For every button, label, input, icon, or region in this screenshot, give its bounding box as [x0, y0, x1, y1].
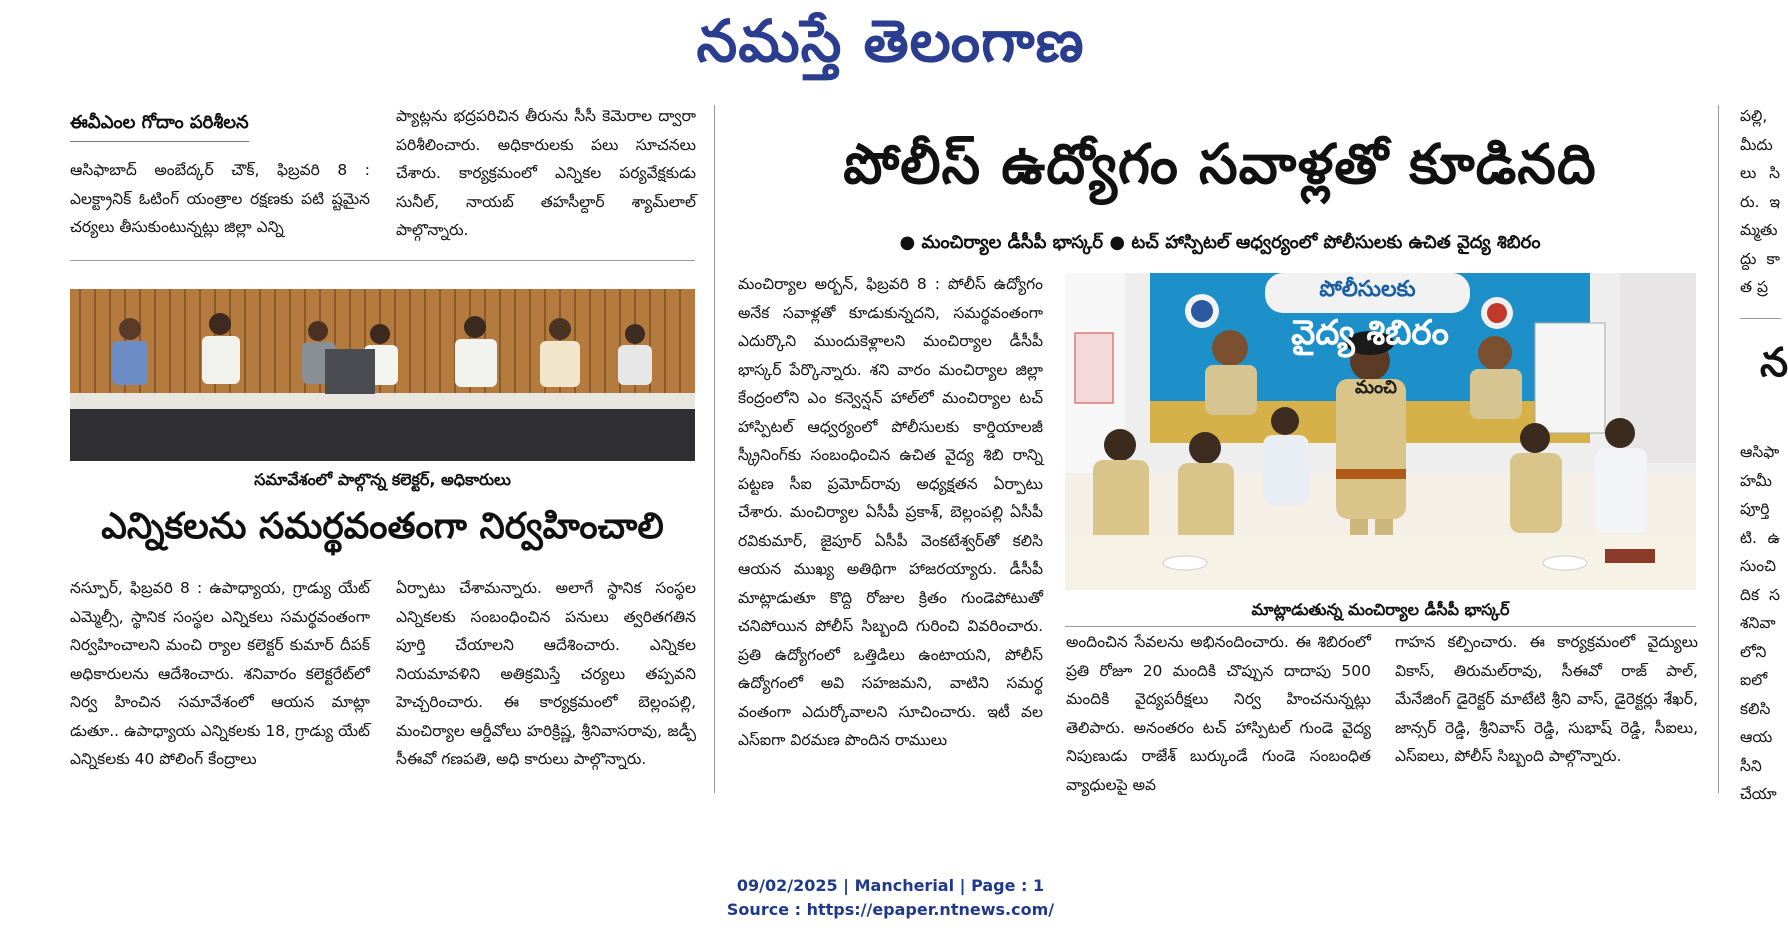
police-col2-text: అందించిన సేవలను అభినందించారు. ఈ శిబిరంలో ప్రతి రోజూ 20 మందికి చొప్పున దాదాపు 500 మందికి వైద్యపరీక్షలు నిర్వ హించనున్నట్లు తెలిపారు. అనంతరం టచ్ హాస్పిటల్ గుండె వైద్య నిపుణుడు రాజేశ్ బుర్కుండే గుండె సంబంధిత వ్యాధులపై అవ	[1066, 633, 1371, 794]
police-col3-text: గాహన కల్పించారు. ఈ కార్యక్రమంలో వైద్యులు వికాస్, తిరుమల్‌రావు, సీఈవో రాజ్ పాల్, మేనేజింగ్ డైరెక్టర్ మాటేటి శ్రీని వాస్, డైరెక్టర్లు శేఖర్, జాన్సర్ రెడ్డి, శ్రీనివాస్ రెడ్డి, సుభాష్ రెడ్డి, సీఐలు, ఎస్ఐలు, పోలీస్ సిబ్బంది పాల్గొన్నారు.	[1395, 633, 1698, 765]
column-rule-left	[714, 105, 715, 793]
subhead-2: టచ్ హాస్పిటల్ ఆధ్వర్యంలో పోలీసులకు ఉచిత వైద్య శిబిరం	[1131, 232, 1541, 253]
meeting-photo-svg	[70, 289, 695, 461]
meeting-photo	[70, 289, 695, 461]
right-edge-bottom-text: ఆసిఫా హమీ పూర్తి టి. ఉ సుంచి దిక స శనివా లోని ఐలో కలిసి ఆయ సీని చేయా	[1740, 443, 1780, 803]
police-col1-text: మంచిర్యాల అర్బన్, ఫిబ్రవరి 8 : పోలీస్ ఉద్యోగం అనేక సవాళ్లతో కూడుకున్నదని, సమర్థవంతంగా ఎదుర్కొని ముందుకెళ్లాలని మంచిర్యాల డీసీపీ భాస్కర్ పేర్కొన్నారు. శని వారం మంచిర్యాల జిల్లా కేంద్రంలోని ఎం కన్వెన్షన్ హాల్‌లో మంచిర్యాల టచ్ హాస్పిటల్ ఆధ్వర్యంలో పోలీసులకు కార్డియాలజీ స్క్రీనింగ్‌కు సంబంధించిన ఉచిత వైద్య శిబి రాన్ని పట్టణ సీఐ ప్రమోద్‌రావు అధ్యక్షతన ఏర్పాటు చేశారు. మంచిర్యాల ఏసీపీ ప్రకాశ్, బెల్లంపల్లి ఏసీపీ రవికుమార్, జైపూర్ ఏసీపీ వెంకటేశ్వర్‌తో కలిసి ఆయన ముఖ్య అతిథిగా హాజరయ్యారు. డీసీపీ మాట్లాడుతూ కొద్ది రోజుల క్రితం గుండెపోటుతో చనిపోయిన పోలీస్ సిబ్బంది గురించి వివరించారు. ప్రతి ఉద్యోగంలో ఒత్తిడిలు ఉంటాయని, పోలీస్ ఉద్యోగంలో అవి సహజమని, వాటిని సమర్థ వంతంగా ఎదుర్కోవాలని సూచించారు. ఇటీ వల ఎస్ఐగా విరమణ పొందిన రాములు	[738, 275, 1043, 749]
masthead-title: నమస్తే తెలంగాణ	[696, 7, 1085, 75]
election-col2-text: ఏర్పాటు చేశామన్నారు. అలాగే స్థానిక సంస్థల ఎన్నికలకు సంబంధించిన పనులు త్వరితగతిన పూర్తి చేయాలని ఆదేశించారు. ఎన్నికల నియమావళిని అతిక్రమిస్తే చర్యలు తప్పవని హెచ్చరించారు. ఈ కార్యక్రమంలో బెల్లంపల్లి, మంచిర్యాల ఆర్డీవోలు హరిక్రిష్ణ, శ్రీనివాసరావు, జడ్పీ సీఈవో గణపతి, అధి కారులు పాల్గొన్నారు.	[396, 579, 696, 768]
evm-col2-text: ప్యాట్లను భద్రపరిచిన తీరును సీసీ కెమెరాల ద్వారా పరిశీలించారు. అధికారులకు పలు సూచనలు చేశారు. కార్యక్రమంలో ఎన్నికల పర్యవేక్షకుడు సునీల్, నాయబ్ తహసీల్దార్ శ్యామ్‌లాల్ పాల్గొన్నారు.	[396, 107, 696, 239]
election-headline: ఎన్నికలను సమర్థవంతంగా నిర్వహించాలి	[101, 506, 664, 547]
evm-subheading: ఈవీఎంల గోదాం పరిశీలన	[70, 112, 249, 142]
rule-right-edge	[1740, 318, 1781, 319]
banner-line-3: మంచి	[1355, 377, 1397, 398]
police-subheads	[735, 232, 1705, 257]
subhead-1: మంచిర్యాల డీసీపీ భాస్కర్	[921, 232, 1104, 253]
meeting-photo-caption: సమావేశంలో పాల్గొన్న కలెక్టర్, అధికారులు	[254, 470, 511, 489]
medical-camp-photo	[1065, 273, 1696, 590]
medical-camp-caption: మాట్లాడుతున్న మంచిర్యాల డీసీపీ భాస్కర్	[1251, 600, 1510, 619]
evm-col1-text: ఆసిఫాబాద్ అంబేద్కర్ చౌక్, ఫిబ్రవరి 8 : ఎలక్ట్రానిక్ ఓటింగ్ యంత్రాల రక్షణకు పటి ష్టమైన చర్యలు తీసుకుంటున్నట్లు జిల్లా ఎన్ని	[70, 161, 370, 236]
banner-line-1: పోలీసులకు	[1319, 277, 1416, 302]
police-headline: పోలీస్ ఉద్యోగం సవాళ్లతో కూడినది	[843, 132, 1597, 196]
bullet-dot-icon: ●	[899, 232, 916, 253]
rule-under-caption	[1065, 626, 1696, 627]
election-col1-text: నస్పూర్, ఫిబ్రవరి 8 : ఉపాధ్యాయ, గ్రాడ్యు యేట్ ఎమ్మెల్సీ, స్థానిక సంస్థల ఎన్నికలు సమర్థవంతంగా నిర్వహించాలని మంచి ర్యాల కలెక్టర్ కుమార్ దీపక్ అధికారులను ఆదేశించారు. శనివారం కలెక్టరేట్‌లో నిర్వ హించిన సమావేశంలో ఆయన మాట్లా డుతూ.. ఉపాధ్యాయ ఎన్నికలకు 18, గ్రాడ్యు యేట్ ఎన్నికలకు 40 పోలింగ్ కేంద్రాలు	[70, 579, 370, 768]
bullet-dot-icon: ●	[1109, 232, 1126, 253]
rule-left-top	[70, 260, 695, 261]
banner-line-2: వైద్య శిబిరం	[1291, 313, 1449, 353]
footer-date-line: 09/02/2025 | Mancherial | Page : 1	[736, 876, 1045, 895]
right-edge-heading-fragment: న	[1760, 340, 1788, 386]
right-edge-top-text: పల్లి, మీదు లు సి రు. ఇ మ్మతు ద్దు కా త ప్ర	[1740, 107, 1780, 296]
column-rule-right	[1718, 105, 1719, 793]
footer-source-line: Source : https://epaper.ntnews.com/	[726, 900, 1055, 919]
